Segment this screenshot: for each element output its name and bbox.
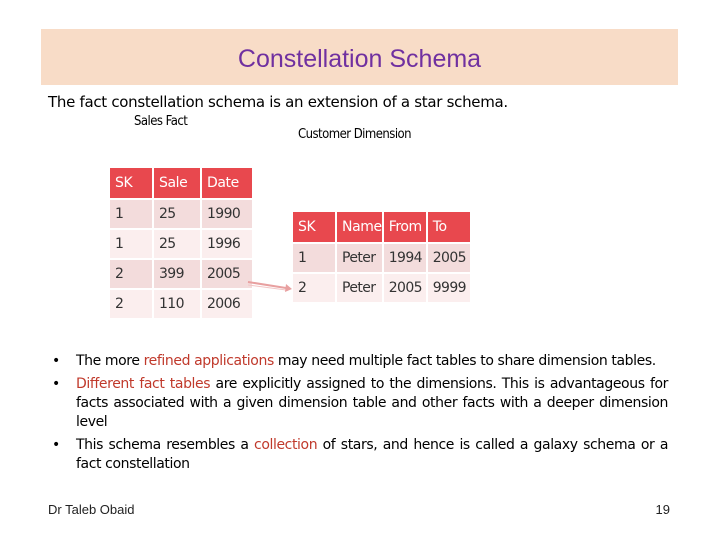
- table-cell: 2: [109, 259, 153, 289]
- table-row: [109, 289, 253, 319]
- table-header-cell: From: [383, 211, 427, 243]
- table-cell: 110: [153, 289, 201, 319]
- table-cell: Peter: [336, 273, 383, 303]
- table-cell: 1996: [201, 229, 253, 259]
- table-header-cell: Name: [336, 211, 383, 243]
- table-cell: 2: [292, 273, 336, 303]
- sales-fact-caption: Sales Fact: [134, 114, 188, 129]
- bullet-text: are explicitly assigned to the dimensions. This is advantageous for facts associated with a given dimension table and other facts with a deeper dimension level: [76, 376, 669, 430]
- table-cell: 2005: [201, 259, 253, 289]
- table-cell: 1990: [201, 199, 253, 229]
- table-header-cell: Date: [201, 167, 253, 199]
- customer-dimension-table: [291, 210, 472, 304]
- table-cell: 1: [109, 229, 153, 259]
- table-row: [109, 259, 253, 289]
- bullet-text: may need multiple fact tables to share dimension tables.: [273, 353, 656, 369]
- customer-dimension-caption: Customer Dimension: [298, 127, 412, 142]
- bullet-text: of stars, and hence is called a galaxy schema or a fact constellation: [76, 437, 669, 472]
- table-cell: 9999: [427, 273, 471, 303]
- bullet-text: This schema resembles a: [76, 437, 255, 453]
- bullet-item: [48, 436, 668, 474]
- bullet-list: [48, 352, 668, 478]
- table-row: [292, 243, 471, 273]
- highlight-text: refined applications: [143, 353, 274, 369]
- page-number: 19: [655, 502, 670, 517]
- bullet-dot: •: [52, 437, 60, 453]
- table-row: [109, 229, 253, 259]
- highlight-text: Different fact tables: [76, 376, 211, 392]
- table-cell: 2006: [201, 289, 253, 319]
- table-cell: 25: [153, 229, 201, 259]
- table-header-cell: SK: [109, 167, 153, 199]
- bullet-item: [48, 352, 668, 371]
- table-cell: 399: [153, 259, 201, 289]
- slide-title: Constellation Schema: [237, 45, 482, 73]
- table-row: [109, 199, 253, 229]
- table-cell: Peter: [336, 243, 383, 273]
- table-header-cell: Sale: [153, 167, 201, 199]
- table-header-row: [109, 167, 253, 199]
- table-header-row: [292, 211, 471, 243]
- table-cell: 25: [153, 199, 201, 229]
- sales-fact-table: [108, 166, 254, 320]
- highlight-text: collection: [254, 437, 318, 453]
- table-cell: 1: [292, 243, 336, 273]
- table-cell: 2005: [427, 243, 471, 273]
- title-bar: [41, 29, 678, 85]
- footer-author: Dr Taleb Obaid: [48, 502, 135, 517]
- bullet-dot: •: [52, 376, 60, 392]
- bullet-text: The more: [76, 353, 144, 369]
- intro-text: The fact constellation schema is an extension of a star schema.: [48, 93, 508, 111]
- table-cell: 2005: [383, 273, 427, 303]
- table-cell: 2: [109, 289, 153, 319]
- table-header-cell: SK: [292, 211, 336, 243]
- table-cell: 1994: [383, 243, 427, 273]
- table-cell: 1: [109, 199, 153, 229]
- bullet-dot: •: [52, 353, 60, 369]
- table-header-cell: To: [427, 211, 471, 243]
- table-row: [292, 273, 471, 303]
- relationship-arrow-icon: [246, 278, 294, 294]
- bullet-item: [48, 375, 668, 432]
